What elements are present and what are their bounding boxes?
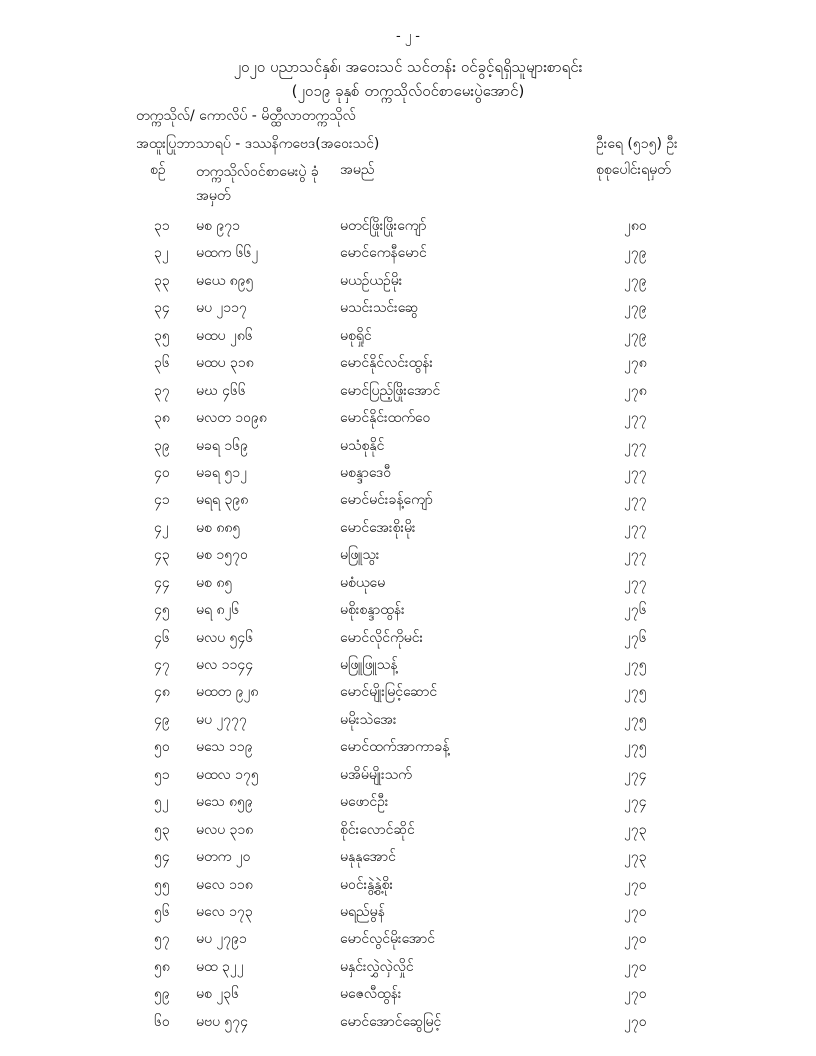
name-cell: မတင်ဖြိုးဖြိုးကျော်	[340, 218, 427, 234]
marks-cell: ၂၇၉	[624, 272, 647, 289]
marks-cell: ၂၇၉	[624, 245, 647, 262]
name-cell: မောင်မင်းခန့်ကျော်	[340, 492, 433, 509]
university-line: တက္ကသိုလ်/ ကောလိပ် - မိတ္ထီလာတက္ကသိုလ်	[136, 108, 356, 124]
table-row	[0, 628, 816, 655]
marks-cell: ၂၇၃	[624, 849, 647, 866]
name-cell: မမိုးသဲအေး	[340, 711, 397, 728]
serial-no-cell: ၄၇	[154, 657, 170, 673]
name-cell: မစိုးစန္ဒာထွန်း	[340, 602, 405, 619]
table-row	[0, 381, 816, 408]
serial-no-cell: ၅၆	[154, 903, 170, 920]
serial-no-cell: ၃၈	[154, 410, 170, 427]
name-cell: မအိမ်မျိုးသက်	[340, 766, 412, 783]
name-cell: မသင်းသင်းဆွေ	[340, 300, 419, 317]
marks-cell: ၂၇၆	[624, 602, 647, 619]
marks-cell: ၂၇၇	[624, 519, 647, 536]
roll-number-cell: မထပ ၂၈၆	[196, 327, 253, 344]
serial-no-cell: ၅၇	[154, 931, 170, 948]
serial-no-cell: ၅၉	[154, 986, 170, 1003]
table-row	[0, 847, 816, 874]
marks-cell: ၂၇၀	[624, 986, 647, 1003]
name-cell: မောင်လိုင်ကိုမင်း	[340, 629, 424, 646]
serial-no-cell: ၃၃	[154, 272, 170, 289]
marks-cell: ၂၇၄	[624, 794, 647, 811]
name-cell: မယဉ်ယဉ်မိုး	[340, 272, 403, 289]
header-serial-no: စဉ်	[150, 162, 166, 178]
serial-no-cell: ၄၀	[154, 464, 170, 481]
table-row	[0, 518, 816, 545]
serial-no-cell: ၅၃	[154, 821, 170, 838]
header-total-marks: စုစုပေါင်းရမှတ်	[596, 162, 671, 178]
table-row	[0, 573, 816, 600]
table-row	[0, 655, 816, 682]
marks-cell: ၂၇၅	[624, 657, 647, 673]
roll-number-cell: မစ ၂၃၆	[196, 986, 239, 1003]
serial-no-cell: ၆၀	[154, 1013, 170, 1030]
marks-cell: ၂၇၅	[624, 684, 647, 701]
table-row	[0, 737, 816, 764]
header-name: အမည်	[340, 162, 375, 178]
name-cell: မဇေလီထွန်း	[340, 986, 402, 1003]
table-row	[0, 1012, 816, 1039]
marks-cell: ၂၇၃	[624, 821, 647, 838]
serial-no-cell: ၄၂	[154, 519, 169, 536]
table-row	[0, 271, 816, 298]
serial-no-cell: ၃၂	[154, 245, 169, 262]
roll-number-cell: မပ ၂၇၇၇	[196, 711, 247, 728]
table-row	[0, 600, 816, 627]
marks-cell: ၂၇၈	[624, 382, 647, 399]
marks-cell: ၂၇၇	[624, 574, 647, 591]
roll-number-cell: မလတ ၁၀၉၈	[196, 410, 267, 427]
document-subtitle: (၂၀၁၉ ခုနှစ် တက္ကသိုလ်ဝင်စာမေးပွဲအောင်)	[291, 82, 525, 100]
name-cell: မသံစုနိုင်	[340, 437, 385, 454]
marks-cell: ၂၇၅	[624, 711, 647, 728]
name-cell: မောင်ပြည့်ဖြိုးအောင်	[340, 382, 441, 399]
marks-cell: ၂၇၀	[624, 876, 647, 893]
name-cell: မဖြူသွး	[340, 547, 380, 564]
table-row	[0, 436, 816, 463]
table-row	[0, 326, 816, 353]
serial-no-cell: ၃၅	[154, 327, 170, 344]
roll-number-cell: မလပ ၃၁၈	[196, 821, 254, 838]
marks-cell: ၂၇၀	[624, 903, 647, 920]
roll-number-cell: မပ ၂၁၁၇	[196, 300, 247, 317]
roll-number-cell: မရ ၈၂၆	[196, 602, 240, 619]
table-row	[0, 408, 816, 435]
table-row	[0, 298, 816, 325]
table-row	[0, 957, 816, 984]
roll-number-cell: မရရ ၃၉၈	[196, 492, 249, 509]
roll-number-cell: မထပ ၃၁၈	[196, 355, 254, 372]
marks-cell: ၂၇၉	[624, 327, 647, 344]
name-cell: မောင်လွင်မိုးအောင်	[340, 931, 435, 948]
table-row	[0, 875, 816, 902]
roll-number-cell: မထလ ၁၇၅	[196, 766, 259, 783]
table-row	[0, 984, 816, 1011]
name-cell: မဖြူဖြူသန့်	[340, 657, 398, 673]
roll-number-cell: မခရ ၁၆၉	[196, 437, 248, 454]
name-cell: မစန္ဒာဒေဝီ	[340, 464, 392, 481]
marks-cell: ၂၇၄	[624, 766, 647, 783]
serial-no-cell: ၅၅	[154, 876, 170, 893]
roll-number-cell: မထတ ၉၂၈	[196, 684, 259, 701]
marks-cell: ၂၇၅	[624, 739, 647, 756]
serial-no-cell: ၃၇	[154, 382, 170, 399]
serial-no-cell: ၄၁	[154, 492, 170, 509]
name-cell: မဝင်းနွဲ့နွဲ့စိုး	[340, 876, 394, 893]
name-cell: မနုနုအောင်	[340, 849, 396, 866]
student-list	[0, 216, 816, 1039]
marks-cell: ၂၇၇	[624, 547, 647, 564]
roll-number-cell: မလပ ၅၄၆	[196, 629, 254, 646]
roll-number-cell: မစ ၈၅	[196, 574, 233, 591]
name-cell: မဖောင်ဦး	[340, 794, 389, 811]
serial-no-cell: ၅၀	[154, 739, 170, 756]
roll-number-cell: မလ ၁၁၄၄	[196, 657, 254, 673]
marks-cell: ၂၇၆	[624, 629, 647, 646]
marks-cell: ၂၇၀	[624, 958, 647, 975]
roll-number-cell: မခရ ၅၁၂	[196, 464, 247, 481]
header-roll-number: တက္ကသိုလ်ဝင်စာမေးပွဲ ခုံအမှတ်	[196, 164, 319, 204]
serial-no-cell: ၄၅	[154, 602, 170, 619]
serial-no-cell: ၅၁	[154, 766, 170, 783]
name-cell: မောင်နိုင်းထက်ဝေ	[340, 410, 431, 427]
serial-no-cell: ၅၄	[154, 849, 170, 866]
roll-number-cell: မသေ ၁၁၉	[196, 739, 253, 756]
marks-cell: ၂၈၀	[624, 218, 647, 234]
serial-no-cell: ၃၄	[154, 300, 170, 317]
name-cell: မစုရှိုင်	[340, 327, 372, 344]
table-row	[0, 710, 816, 737]
marks-cell: ၂၇၈	[624, 355, 647, 372]
name-cell: စိုင်းလောင်ဆိုင်	[340, 821, 415, 838]
table-row	[0, 820, 816, 847]
roll-number-cell: မလေ ၁၇၃	[196, 903, 253, 920]
marks-cell: ၂၇၇	[624, 464, 647, 481]
roll-number-cell: မပ ၂၇၉၁	[196, 931, 247, 948]
document-title: ၂၀၂၀ ပညာသင်နှစ်၊ အဝေးသင် သင်တန်း ဝင်ခွင့်ရရှိသူများစာရင်း	[233, 58, 583, 76]
serial-no-cell: ၄၈	[154, 684, 170, 701]
name-cell: မရည်မွန်	[340, 903, 385, 920]
roll-number-cell: မထက ၆၆၂	[196, 245, 259, 262]
table-row	[0, 929, 816, 956]
name-cell: မောင်ကေနီမောင်	[340, 245, 427, 262]
roll-number-cell: မစ ၉၇၁	[196, 218, 240, 234]
name-cell: မနှင်းလွှဲလှဲလှိုင်	[340, 958, 414, 975]
roll-number-cell: မထ ၃၂၂	[196, 958, 244, 975]
name-cell: မောင်အေးစိုးမိုး	[340, 519, 416, 536]
marks-cell: ၂၇၇	[624, 492, 647, 509]
table-row	[0, 682, 816, 709]
serial-no-cell: ၄၆	[154, 629, 170, 646]
name-cell: မောင်မျိုးမြင့်ဆောင်	[340, 684, 438, 701]
name-cell: မစံယုမေ	[340, 574, 386, 591]
major-line: အထူးပြုဘာသာရပ် - ဒဿနိကဗေဒ(အဝေးသင်)	[136, 136, 380, 152]
roll-number-cell: မသေ ၈၅၉	[196, 794, 253, 811]
roll-number-cell: မတက ၂၀	[196, 849, 251, 866]
marks-cell: ၂၇၇	[624, 437, 647, 454]
serial-no-cell: ၄၄	[154, 574, 170, 591]
serial-no-cell: ၃၆	[154, 355, 170, 372]
table-row	[0, 765, 816, 792]
roll-number-cell: မယေ ၈၉၅	[196, 272, 254, 289]
marks-cell: ၂၇၉	[624, 300, 647, 317]
table-row	[0, 902, 816, 929]
roll-number-cell: မဗပ ၅၇၄	[196, 1013, 249, 1030]
name-cell: မောင်အောင်ဆွေမြင့်	[340, 1013, 442, 1030]
table-row	[0, 243, 816, 270]
serial-no-cell: ၅၂	[154, 794, 169, 811]
table-row	[0, 545, 816, 572]
serial-no-cell: ၃၁	[154, 218, 170, 234]
table-row	[0, 490, 816, 517]
name-cell: မောင်ထက်အာကာခန့်	[340, 739, 450, 756]
serial-no-cell: ၃၉	[154, 437, 170, 454]
serial-no-cell: ၄၃	[154, 547, 170, 564]
serial-no-cell: ၅၈	[154, 958, 170, 975]
roll-number-cell: မဃ ၄၆၆	[196, 382, 246, 399]
table-row	[0, 792, 816, 819]
page-number: - ၂ -	[395, 29, 421, 44]
name-cell: မောင်နိုင်လင်းထွန်း	[340, 355, 433, 372]
table-row	[0, 353, 816, 380]
table-row	[0, 463, 816, 490]
roll-number-cell: မလေ ၁၁၈	[196, 876, 253, 893]
marks-cell: ၂၇၀	[624, 1013, 647, 1030]
table-row	[0, 216, 816, 243]
roll-number-cell: မစ ၁၅၇၀	[196, 547, 248, 564]
total-count: ဦးရေ (၅၁၅) ဦး	[596, 136, 678, 152]
roll-number-cell: မစ ၈၈၅	[196, 519, 241, 536]
marks-cell: ၂၇၀	[624, 931, 647, 948]
serial-no-cell: ၄၉	[154, 711, 170, 728]
marks-cell: ၂၇၇	[624, 410, 647, 427]
